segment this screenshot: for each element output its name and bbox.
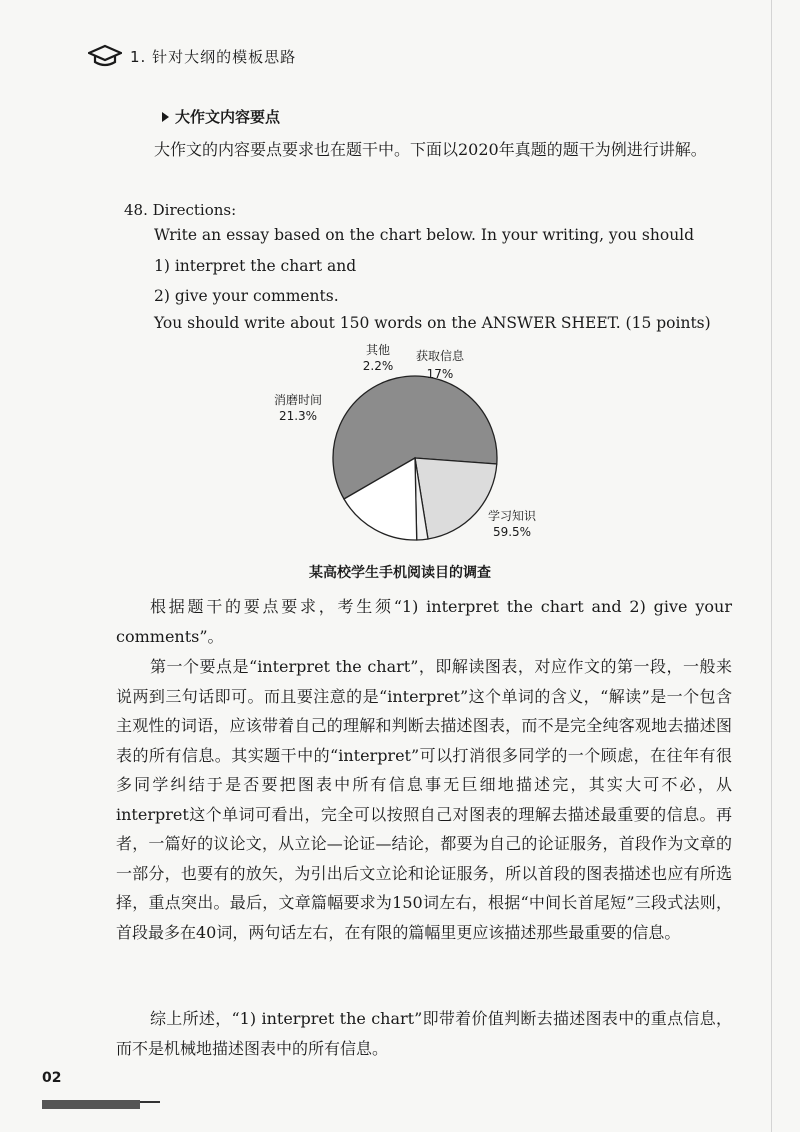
pie-value-label-1: 21.3% [278, 409, 318, 423]
pie-chart [250, 340, 550, 552]
pie-label-2: 其他 [365, 343, 391, 357]
footer-bar [42, 1100, 140, 1109]
pie-label-3: 获取信息 [415, 349, 465, 363]
question-line-2: 1) interpret the chart and [154, 257, 357, 275]
chart-caption: 某高校学生手机阅读目的调查 [309, 565, 491, 581]
pie-slice-1 [415, 458, 497, 539]
pie-value-label-0: 59.5% [492, 525, 532, 539]
footer-line [140, 1101, 160, 1103]
pie-label-1: 消磨时间 [273, 393, 323, 407]
page-header [88, 44, 296, 68]
question-number: 48. Directions: [124, 201, 237, 219]
section-heading [162, 106, 280, 127]
triangle-bullet-icon [162, 112, 169, 122]
pie-label-0: 学习知识 [487, 509, 537, 523]
analysis-paragraph-1: 根据题干的要点要求，考生须“1) interpret the chart and 2) give your comments”。 [116, 597, 732, 646]
pie-value-label-2: 2.2% [362, 359, 394, 373]
question-line-3: 2) give your comments. [154, 287, 339, 305]
question-line-4: You should write about 150 words on the ANSWER SHEET. (15 points) [154, 314, 711, 332]
question-line-1: Write an essay based on the chart below. In your writing, you should [154, 226, 695, 244]
section-intro: 大作文的内容要点要求也在题干中。下面以2020年真题的题干为例进行讲解。 [154, 140, 707, 159]
page-number: 02 [42, 1070, 62, 1086]
analysis-paragraph-2: 第一个要点是“interpret the chart”，即解读图表，对应作文的第一段，一般来说两到三句话即可。而且要注意的是“interpret”这个单词的含义，“解读”是一个包含主观性的词语，应该带着自己的理解和判断去描述图表，而不是完全纯客观地去描述图表的所有信息。其实题干中的“interpret”可以打消很多同学的一个顾虑，在往年有很多同学纠结于是否要把图表中所有信息事无巨细地描述完，其实大可不必，从interpret这个单词可看出，完全可以按照自己对图表的理解去描述最重要的信息。再者，一篇好的议论文，从立论—论证—结论，都要为自己的论证服务，首段作为文章的一部分，也要有的放矢，为引出后文立论和论证服务，所以首段的图表描述也应有所选择，重点突出。最后，文章篇幅要求为150词左右，根据“中间长首尾短”三段式法则，首段最多在40词，两句话左右，在有限的篇幅里更应该描述那些最重要的信息。 [116, 657, 732, 942]
analysis-paragraph-3: 综上所述，“1) interpret the chart”即带着价值判断去描述图表中的重点信息，而不是机械地描述图表中的所有信息。 [116, 1009, 732, 1058]
graduation-cap-icon [88, 44, 122, 68]
header-title: 1. 针对大纲的模板思路 [130, 47, 297, 66]
pie-value-label-3: 17% [426, 367, 454, 381]
section-heading-text: 大作文内容要点 [175, 108, 281, 126]
